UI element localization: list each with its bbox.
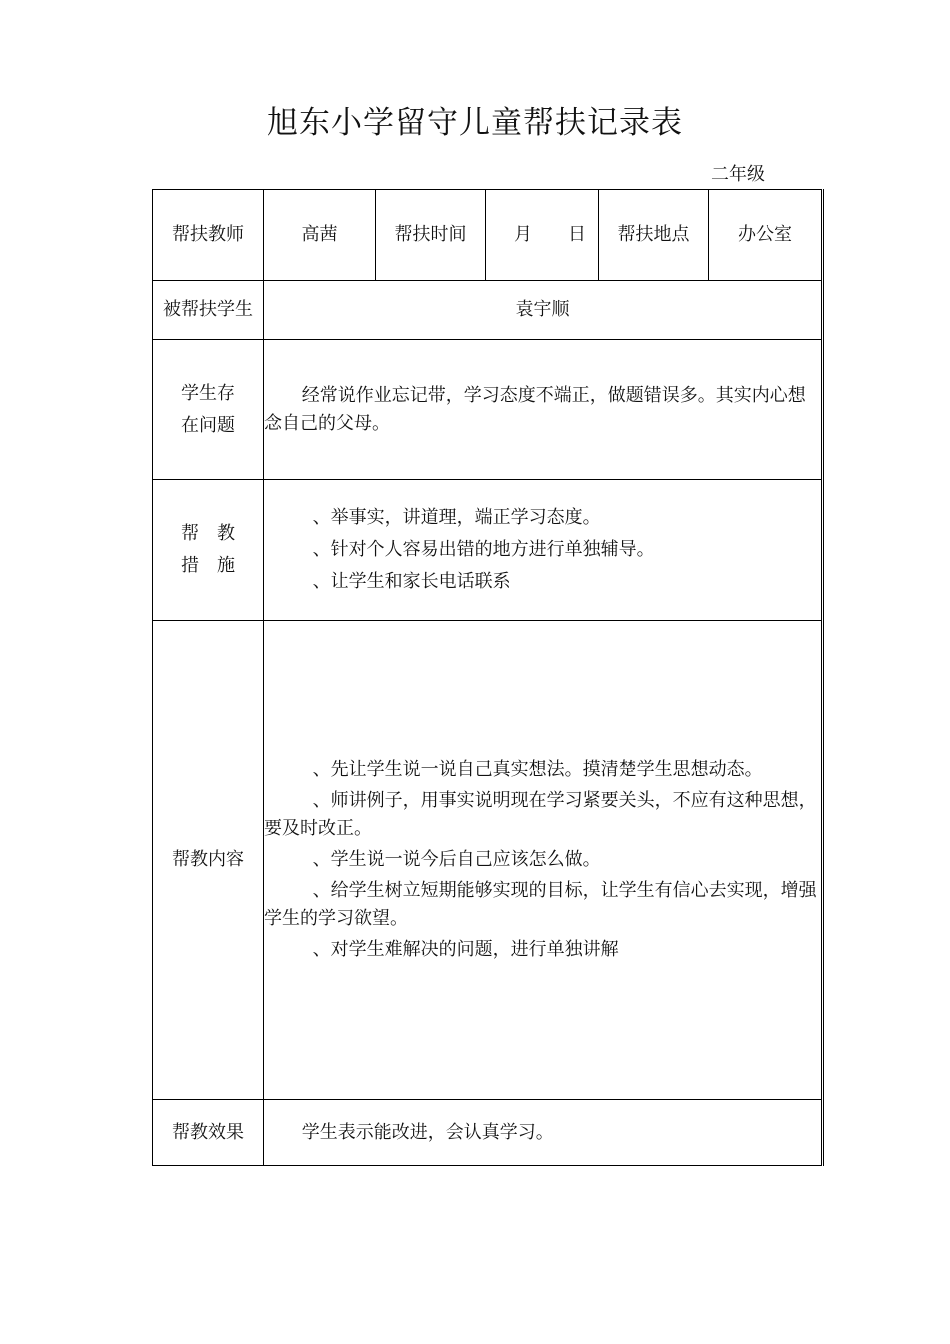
place-label: 帮扶地点 <box>599 190 709 281</box>
content-label: 帮教内容 <box>153 621 264 1100</box>
student-label: 被帮扶学生 <box>153 281 264 340</box>
problem-row <box>153 340 823 480</box>
teacher-label: 帮扶教师 <box>153 190 264 281</box>
problem-label <box>153 340 264 480</box>
place-value: 办公室 <box>709 190 823 281</box>
grade-label: 二年级 <box>711 164 765 185</box>
content-item: 、先让学生说一说自己真实想法。摸清楚学生思想动态。 <box>312 759 763 780</box>
header-row <box>153 190 823 281</box>
teacher-value: 高茜 <box>264 190 376 281</box>
measure-item: 、针对个人容易出错的地方进行单独辅导。 <box>312 539 655 560</box>
measures-label-line2: 措 施 <box>181 555 235 576</box>
record-table <box>152 189 824 1166</box>
time-value: 月 日 <box>486 190 599 281</box>
effect-text: 学生表示能改进，会认真学习。 <box>301 1121 554 1143</box>
measure-item: 、让学生和家长电话联系 <box>312 571 511 592</box>
measures-label-line1: 帮 教 <box>181 523 235 544</box>
content-row <box>153 621 823 1100</box>
content-item: 、给学生树立短期能够实现的目标，让学生有信心去实现，增强学生的学习欲望。 <box>264 880 817 929</box>
measures-label <box>153 480 264 621</box>
student-row <box>153 281 823 340</box>
content-item: 、师讲例子，用事实说明现在学习紧要关头，不应有这种思想，要及时改正。 <box>264 790 817 839</box>
problem-cell <box>264 340 823 480</box>
content-item: 、学生说一说今后自己应该怎么做。 <box>312 849 601 870</box>
measures-cell <box>264 480 823 621</box>
student-value: 袁宇顺 <box>264 281 823 340</box>
problem-label-line1: 学生存 <box>181 382 235 404</box>
effect-cell <box>264 1100 823 1166</box>
time-label: 帮扶时间 <box>376 190 486 281</box>
content-item: 、对学生难解决的问题，进行单独讲解 <box>312 939 619 960</box>
problem-text: 经常说作业忘记带，学习态度不端正，做题错误多。其实内心想念自己的父母。 <box>264 384 806 434</box>
page-title: 旭东小学留守儿童帮扶记录表 <box>267 105 683 141</box>
effect-label: 帮教效果 <box>153 1100 264 1166</box>
measure-item: 、举事实，讲道理，端正学习态度。 <box>312 507 601 528</box>
problem-label-line2: 在问题 <box>181 414 235 436</box>
measures-row <box>153 480 823 621</box>
effect-row <box>153 1100 823 1166</box>
content-cell <box>264 621 823 1100</box>
